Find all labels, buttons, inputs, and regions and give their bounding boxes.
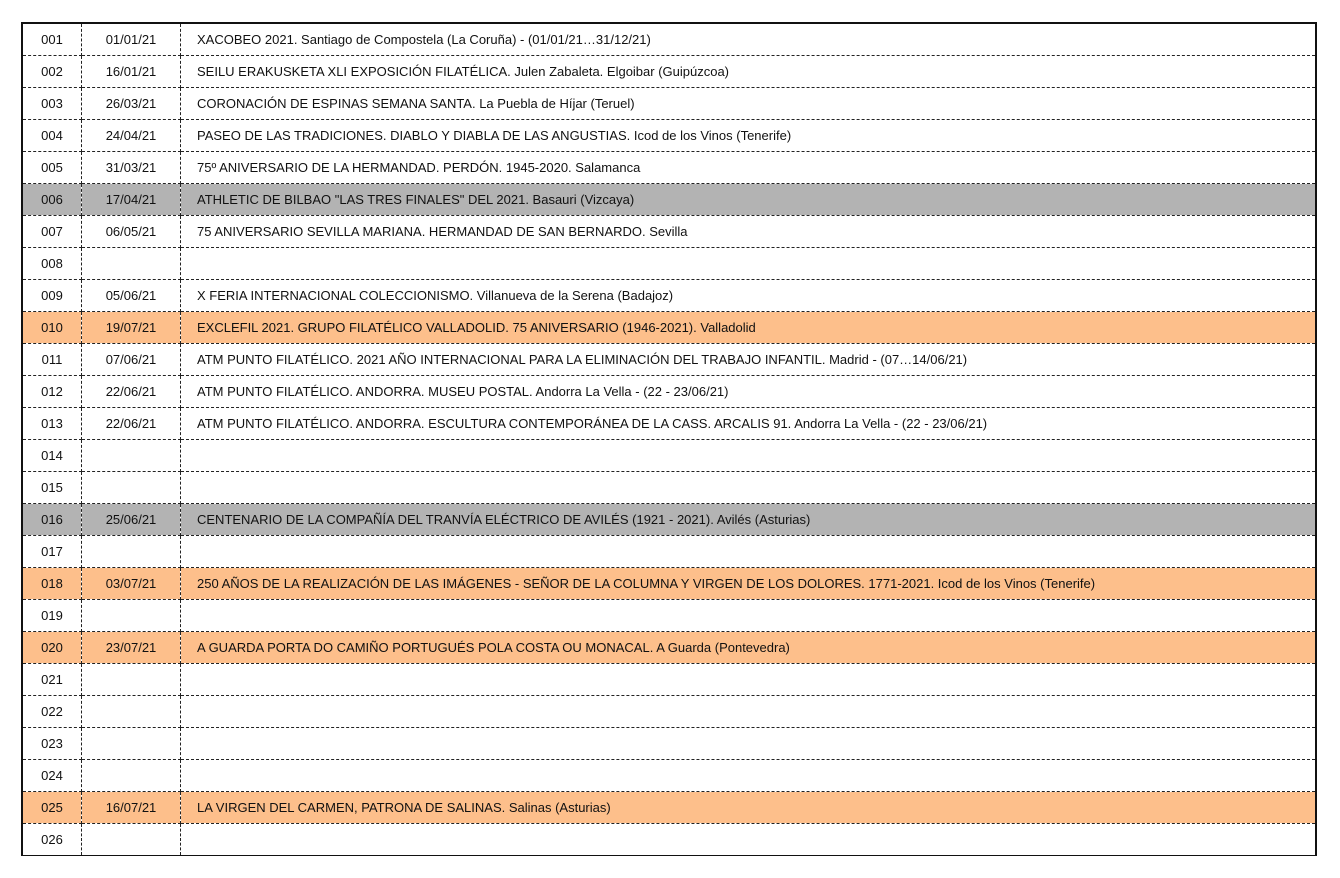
row-date [82, 760, 181, 792]
table-body [22, 23, 1316, 856]
row-date [82, 728, 181, 760]
row-date: 16/01/21 [82, 56, 181, 88]
row-description [181, 664, 1317, 696]
row-description: ATM PUNTO FILATÉLICO. 2021 AÑO INTERNACIONAL PARA LA ELIMINACIÓN DEL TRABAJO INFANTIL. Madrid - (07…14/06/21) [181, 344, 1317, 376]
table-row [22, 376, 1316, 408]
table-row [22, 536, 1316, 568]
row-description: X FERIA INTERNACIONAL COLECCIONISMO. Villanueva de la Serena (Badajoz) [181, 280, 1317, 312]
row-description [181, 536, 1317, 568]
row-number: 017 [22, 536, 82, 568]
row-number: 025 [22, 792, 82, 824]
row-date: 24/04/21 [82, 120, 181, 152]
row-number: 010 [22, 312, 82, 344]
table-row [22, 504, 1316, 536]
row-number: 011 [22, 344, 82, 376]
row-description: ATM PUNTO FILATÉLICO. ANDORRA. MUSEU POSTAL. Andorra La Vella - (22 - 23/06/21) [181, 376, 1317, 408]
row-date [82, 472, 181, 504]
row-description: 75º ANIVERSARIO DE LA HERMANDAD. PERDÓN. 1945-2020. Salamanca [181, 152, 1317, 184]
table-row [22, 664, 1316, 696]
table-row [22, 824, 1316, 856]
table-row [22, 408, 1316, 440]
row-description [181, 440, 1317, 472]
row-date [82, 600, 181, 632]
row-date [82, 248, 181, 280]
row-description: CORONACIÓN DE ESPINAS SEMANA SANTA. La Puebla de Híjar (Teruel) [181, 88, 1317, 120]
row-number: 009 [22, 280, 82, 312]
row-number: 007 [22, 216, 82, 248]
table-row [22, 344, 1316, 376]
row-number: 024 [22, 760, 82, 792]
row-date: 25/06/21 [82, 504, 181, 536]
table-row [22, 600, 1316, 632]
row-date: 26/03/21 [82, 88, 181, 120]
table-row [22, 216, 1316, 248]
row-description: 250 AÑOS DE LA REALIZACIÓN DE LAS IMÁGENES - SEÑOR DE LA COLUMNA Y VIRGEN DE LOS DOLORES. 1771-2021. Icod de los Vinos (Tenerife) [181, 568, 1317, 600]
table-row [22, 88, 1316, 120]
row-description [181, 728, 1317, 760]
row-date: 16/07/21 [82, 792, 181, 824]
row-number: 015 [22, 472, 82, 504]
row-number: 004 [22, 120, 82, 152]
row-description [181, 248, 1317, 280]
row-number: 021 [22, 664, 82, 696]
row-description: XACOBEO 2021. Santiago de Compostela (La Coruña) - (01/01/21…31/12/21) [181, 23, 1317, 56]
table-row [22, 440, 1316, 472]
row-number: 014 [22, 440, 82, 472]
row-description [181, 472, 1317, 504]
row-description: SEILU ERAKUSKETA XLI EXPOSICIÓN FILATÉLICA. Julen Zabaleta. Elgoibar (Guipúzcoa) [181, 56, 1317, 88]
row-number: 003 [22, 88, 82, 120]
document-page [21, 22, 1317, 856]
row-date: 01/01/21 [82, 23, 181, 56]
table-row [22, 696, 1316, 728]
table-row [22, 280, 1316, 312]
row-number: 026 [22, 824, 82, 856]
row-description [181, 600, 1317, 632]
table-row [22, 248, 1316, 280]
postmark-list-table [21, 22, 1317, 856]
row-date: 22/06/21 [82, 376, 181, 408]
row-number: 005 [22, 152, 82, 184]
row-description: A GUARDA PORTA DO CAMIÑO PORTUGUÉS POLA COSTA OU MONACAL. A Guarda (Pontevedra) [181, 632, 1317, 664]
table-row [22, 568, 1316, 600]
row-date: 05/06/21 [82, 280, 181, 312]
table-row [22, 120, 1316, 152]
row-description: EXCLEFIL 2021. GRUPO FILATÉLICO VALLADOLID. 75 ANIVERSARIO (1946-2021). Valladolid [181, 312, 1317, 344]
table-row [22, 184, 1316, 216]
row-date: 17/04/21 [82, 184, 181, 216]
row-number: 006 [22, 184, 82, 216]
row-description [181, 760, 1317, 792]
row-number: 001 [22, 23, 82, 56]
row-description: ATM PUNTO FILATÉLICO. ANDORRA. ESCULTURA CONTEMPORÁNEA DE LA CASS. ARCALIS 91. Andorra La Vella - (22 - 23/06/21) [181, 408, 1317, 440]
row-description [181, 696, 1317, 728]
row-description: PASEO DE LAS TRADICIONES. DIABLO Y DIABLA DE LAS ANGUSTIAS. Icod de los Vinos (Tenerife) [181, 120, 1317, 152]
row-number: 008 [22, 248, 82, 280]
row-date [82, 440, 181, 472]
table-row [22, 632, 1316, 664]
row-number: 020 [22, 632, 82, 664]
row-description: ATHLETIC DE BILBAO "LAS TRES FINALES" DEL 2021. Basauri (Vizcaya) [181, 184, 1317, 216]
row-number: 016 [22, 504, 82, 536]
table-row [22, 23, 1316, 56]
table-row [22, 152, 1316, 184]
row-number: 002 [22, 56, 82, 88]
row-number: 022 [22, 696, 82, 728]
table-row [22, 792, 1316, 824]
row-date: 03/07/21 [82, 568, 181, 600]
table-row [22, 472, 1316, 504]
row-number: 013 [22, 408, 82, 440]
table-row [22, 728, 1316, 760]
row-number: 019 [22, 600, 82, 632]
row-description: LA VIRGEN DEL CARMEN, PATRONA DE SALINAS. Salinas (Asturias) [181, 792, 1317, 824]
row-date: 31/03/21 [82, 152, 181, 184]
table-row [22, 760, 1316, 792]
row-date: 22/06/21 [82, 408, 181, 440]
row-number: 018 [22, 568, 82, 600]
row-date: 19/07/21 [82, 312, 181, 344]
row-date [82, 696, 181, 728]
row-date [82, 664, 181, 696]
row-date [82, 824, 181, 856]
row-description: 75 ANIVERSARIO SEVILLA MARIANA. HERMANDAD DE SAN BERNARDO. Sevilla [181, 216, 1317, 248]
row-number: 012 [22, 376, 82, 408]
row-description: CENTENARIO DE LA COMPAÑÍA DEL TRANVÍA ELÉCTRICO DE AVILÉS (1921 - 2021). Avilés (Asturias) [181, 504, 1317, 536]
table-row [22, 312, 1316, 344]
row-date: 23/07/21 [82, 632, 181, 664]
row-description [181, 824, 1317, 856]
row-number: 023 [22, 728, 82, 760]
row-date: 07/06/21 [82, 344, 181, 376]
row-date [82, 536, 181, 568]
row-date: 06/05/21 [82, 216, 181, 248]
table-row [22, 56, 1316, 88]
